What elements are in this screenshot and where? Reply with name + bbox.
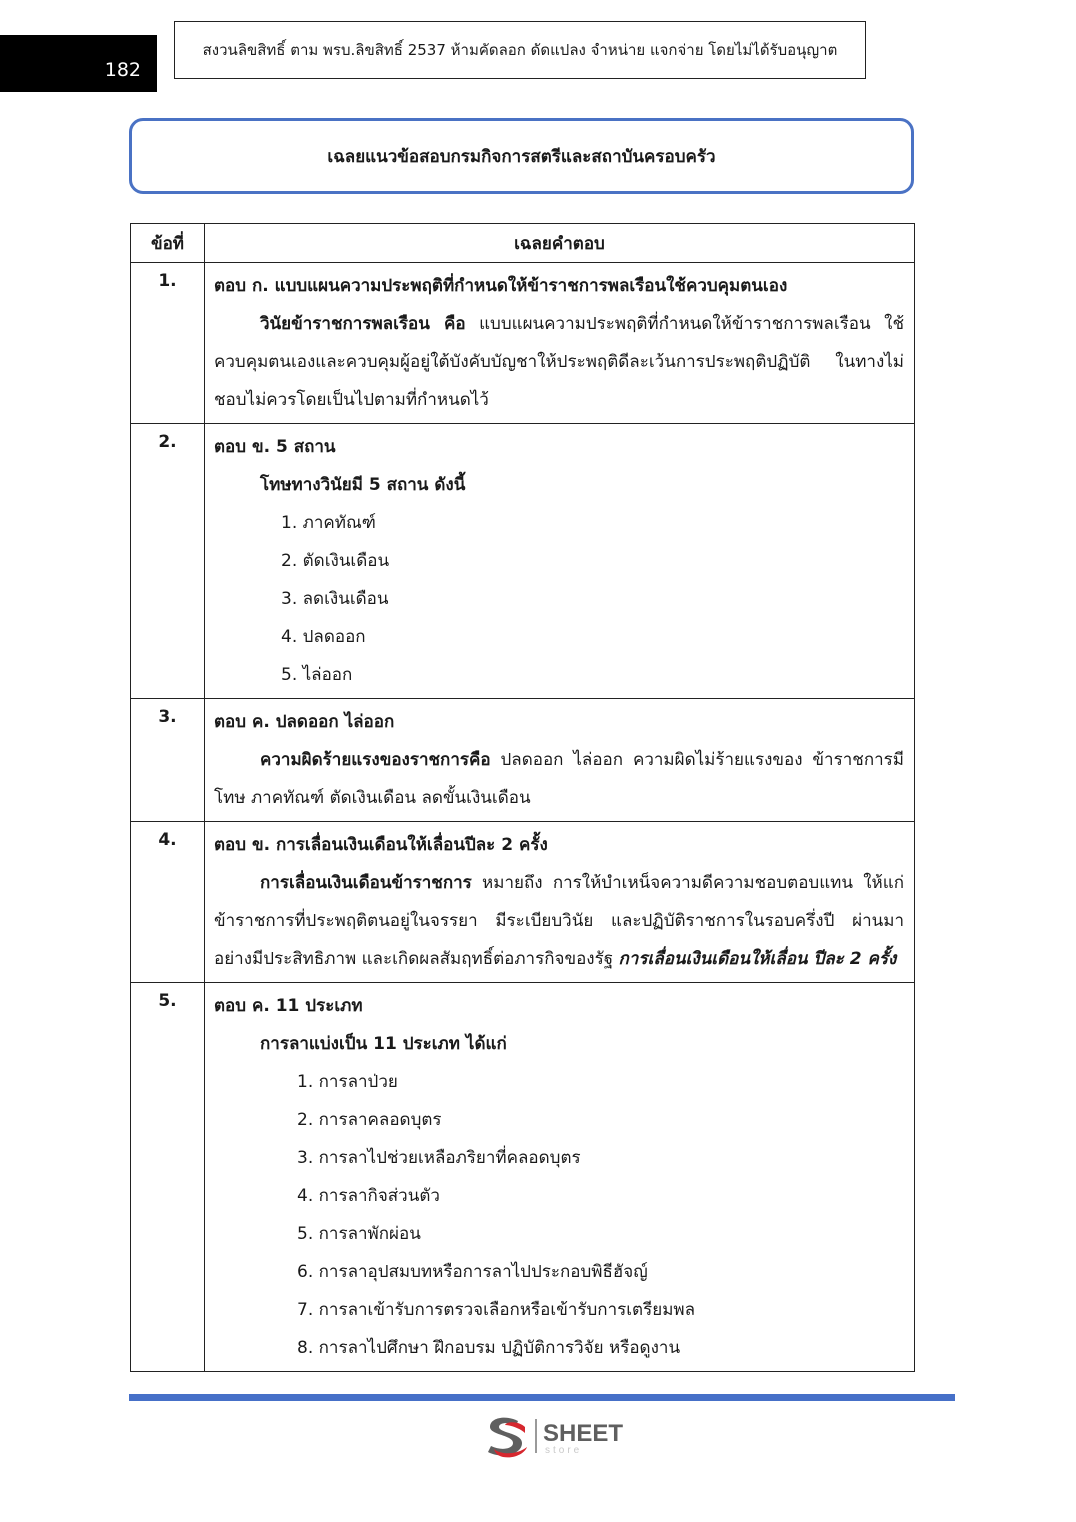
page-title: เฉลยแนวข้อสอบกรมกิจการสตรีและสถาบันครอบครัว xyxy=(327,146,716,167)
answer-choice: ตอบ ค. 11 ประเภท xyxy=(214,996,363,1016)
question-number: 5. xyxy=(131,983,205,1372)
column-header-answer: เฉลยคำตอบ xyxy=(205,224,915,263)
answer-cell xyxy=(205,424,915,699)
table-row xyxy=(131,822,915,983)
question-number: 2. xyxy=(131,424,205,699)
copyright-notice: สงวนลิขสิทธิ์ ตาม พรบ.ลิขสิทธิ์ 2537 ห้ามคัดลอก ดัดแปลง จำหน่าย แจกจ่าย โดยไม่ได้รับอนุญาต xyxy=(174,21,866,79)
table-row xyxy=(131,424,915,699)
answer-cell xyxy=(205,263,915,424)
list-item: 4. ปลดออก xyxy=(281,627,366,647)
table-row xyxy=(131,983,915,1372)
answer-cell xyxy=(205,699,915,822)
table-row xyxy=(131,263,915,424)
list-item: 6. การลาอุปสมบทหรือการลาไปประกอบพิธีฮัจญ์ xyxy=(297,1262,648,1282)
list-item: 4. การลากิจส่วนตัว xyxy=(297,1186,440,1206)
sheet-store-logo xyxy=(485,1413,635,1459)
answer-table xyxy=(130,223,915,1372)
table-header-row xyxy=(131,224,915,263)
question-number: 1. xyxy=(131,263,205,424)
explanation-lead: ความผิดร้ายแรงของราชการคือ xyxy=(260,750,491,770)
logo-divider xyxy=(535,1419,537,1453)
explanation-body: แบบแผนความประพฤติที่กำหนดให้ข้าราชการพลเรือน ใช้ควบคุมตนเองและควบคุมผู้อยู่ใต้บังคับบัญชาให้ประพฤติดีละเว้นการประพฤติปฏิบัติ ในทางไม่ชอบไม่ควรโดยเป็นไปตามที่กำหนดไว้ xyxy=(214,314,904,410)
explanation-lead: การเลื่อนเงินเดือนข้าราชการ xyxy=(260,873,472,893)
column-header-no: ข้อที่ xyxy=(131,224,205,263)
list-item: 5. การลาพักผ่อน xyxy=(297,1224,421,1244)
logo-mark-icon xyxy=(488,1418,527,1458)
logo-sub: store xyxy=(545,1445,583,1456)
list-item: 1. การลาป่วย xyxy=(297,1072,398,1092)
list-item: 1. ภาคทัณฑ์ xyxy=(281,513,376,533)
answer-cell xyxy=(205,983,915,1372)
list-item: 3. ลดเงินเดือน xyxy=(281,589,389,609)
explanation-lead: การลาแบ่งเป็น 11 ประเภท ได้แก่ xyxy=(260,1034,507,1054)
explanation-body: หมายถึง การให้บำเหน็จความดีความชอบตอบแทน ให้แก่ข้าราชการที่ประพฤติตนอยู่ในจรรยา มีระเบียบวินัย และปฏิบัติราชการในรอบครึ่งปี ผ่านมาอย่างมีประสิทธิภาพ และเกิดผลสัมฤทธิ์ต่อภารกิจของรัฐ xyxy=(214,873,904,969)
answer-choice: ตอบ ก. แบบแผนความประพฤติที่กำหนดให้ข้าราชการพลเรือนใช้ควบคุมตนเอง xyxy=(214,276,788,296)
page-number: 182 xyxy=(0,35,157,92)
explanation-lead: วินัยข้าราชการพลเรือน คือ xyxy=(260,314,466,334)
table-row xyxy=(131,699,915,822)
list-item: 7. การลาเข้ารับการตรวจเลือกหรือเข้ารับการเตรียมพล xyxy=(297,1300,696,1320)
list-item: 2. ตัดเงินเดือน xyxy=(281,551,390,571)
explanation xyxy=(214,864,904,978)
answer-choice: ตอบ ค. ปลดออก ไล่ออก xyxy=(214,712,395,732)
explanation xyxy=(214,305,904,419)
explanation-emphasis: การเลื่อนเงินเดือนให้เลื่อน ปีละ 2 ครั้ง xyxy=(618,949,897,969)
list-item: 5. ไล่ออก xyxy=(281,665,353,685)
logo-brand: SHEET xyxy=(543,1420,624,1447)
question-number: 4. xyxy=(131,822,205,983)
answer-choice: ตอบ ข. 5 สถาน xyxy=(214,437,336,457)
list-item: 2. การลาคลอดบุตร xyxy=(297,1110,442,1130)
list-item: 8. การลาไปศึกษา ฝึกอบรม ปฏิบัติการวิจัย หรือดูงาน xyxy=(297,1338,681,1358)
footer-rule xyxy=(129,1394,955,1401)
answer-cell xyxy=(205,822,915,983)
question-number: 3. xyxy=(131,699,205,822)
explanation-lead: โทษทางวินัยมี 5 สถาน ดังนี้ xyxy=(260,475,466,495)
list-item: 3. การลาไปช่วยเหลือภริยาที่คลอดบุตร xyxy=(297,1148,581,1168)
explanation xyxy=(214,741,904,817)
title-box xyxy=(129,118,914,194)
explanation-body: ปลดออก ไล่ออก ความผิดไม่ร้ายแรงของ ข้าราชการมีโทษ ภาคทัณฑ์ ตัดเงินเดือน ลดขั้นเงินเดือน xyxy=(214,750,904,808)
answer-choice: ตอบ ข. การเลื่อนเงินเดือนให้เลื่อนปีละ 2 ครั้ง xyxy=(214,835,548,855)
